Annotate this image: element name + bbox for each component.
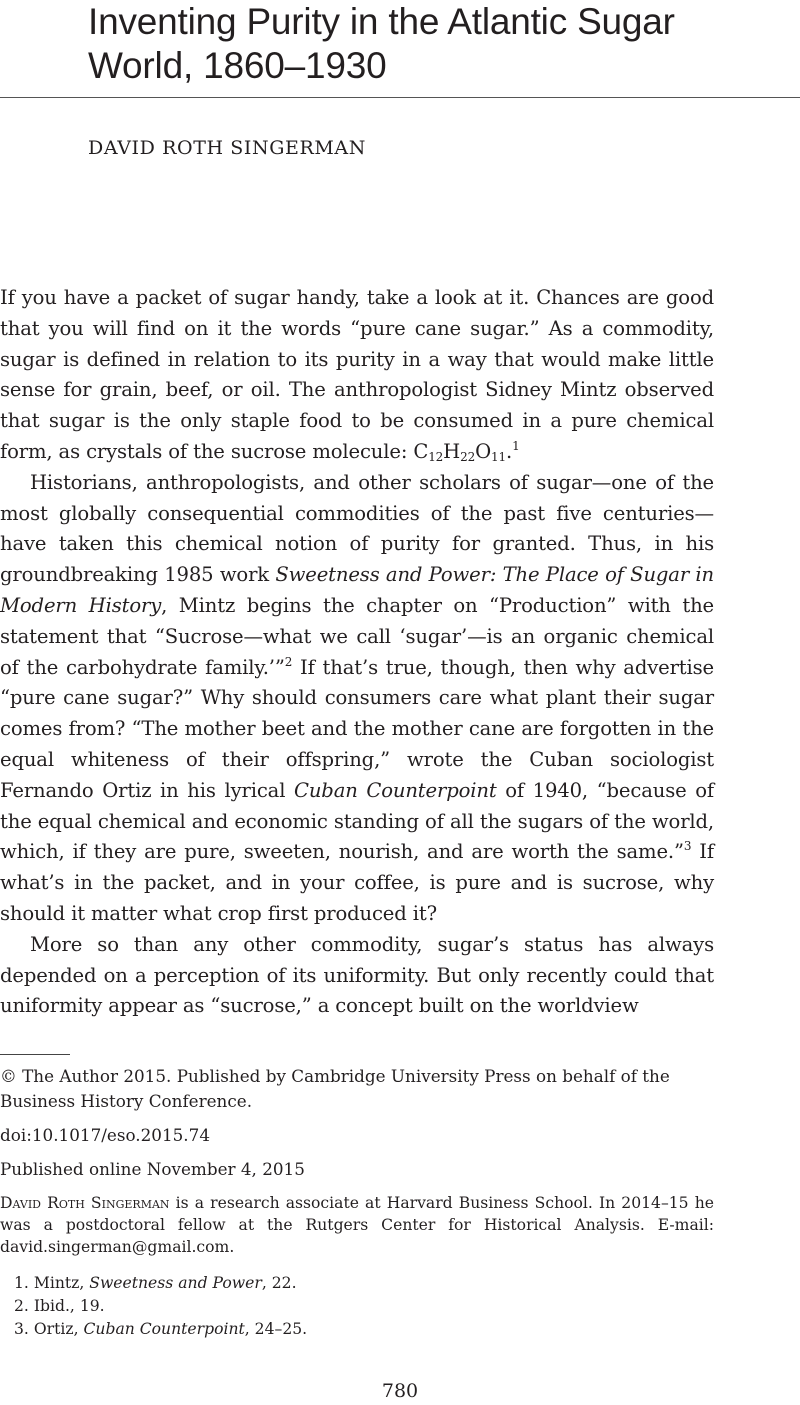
article-title-line-2: World, 1860–1930 <box>88 45 387 86</box>
footnote-book-title: Cuban Counterpoint <box>83 1320 245 1338</box>
footnote-ref-3[interactable]: 3 <box>683 839 692 854</box>
formula-subscript-o: 11 <box>491 449 506 464</box>
author-bio-text: is a research associate at Harvard Business School. In 2014–15 he was a postdoctoral fellow at the Rutgers Center for Historical Analysis. E-mail: david.singerman@gmail.com. <box>0 1194 714 1256</box>
footnote-divider <box>0 1054 70 1055</box>
paragraph-1-end: . <box>506 439 513 463</box>
footnote-3 <box>0 1318 714 1341</box>
footnote-number: 2. <box>14 1297 29 1315</box>
doi[interactable]: doi:10.1017/eso.2015.74 <box>0 1125 210 1145</box>
footnote-text: Mintz, <box>33 1274 90 1292</box>
paragraph-2-text-c: If that’s true, though, then why advertise “pure cane sugar?” Why should consumers care what plant their sugar comes from? “The mother beet and the mother cane are forgotten in the equal whiteness of their offspring,” wrote the Cuban sociologist Fernando Ortiz in his lyrical <box>0 655 714 802</box>
paragraph-2-text-b: , Mintz begins the chapter on “Production” with the statement that “Sucrose—what we call ‘sugar’—is an organic chemical of the carbohydrate family.’” <box>0 593 714 679</box>
publication-date: Published online November 4, 2015 <box>0 1159 305 1179</box>
paragraph-2-text-a: Historians, anthropologists, and other scholars of sugar—one of the most globally consequential commodities of the past five centuries—have taken this chemical notion of purity for granted. Thus, in his groundbreaking 1985 work <box>0 470 714 587</box>
copyright-notice: © The Author 2015. Published by Cambridge University Press on behalf of the Business History Conference. <box>0 1066 670 1111</box>
paragraph-2-text-e: If what’s in the packet, and in your coffee, is pure and is sucrose, why should it matter what crop first produced it? <box>0 840 714 925</box>
formula-subscript-c: 12 <box>428 449 444 464</box>
book-title-sweetness: Sweetness and Power: The Place of Sugar in Modern History <box>0 563 714 617</box>
front-matter-notes <box>0 1064 714 1341</box>
footnote-page: , 24–25. <box>244 1320 308 1338</box>
paragraph-1 <box>0 283 714 468</box>
footnote-book-title: Sweetness and Power <box>89 1274 262 1292</box>
paragraph-2-text-d: of 1940, “because of the equal chemical and economic standing of all the sugars of the world, which, if they are pure, sweeten, nourish, and are worth the same.” <box>0 778 714 864</box>
author-bio <box>0 1192 714 1258</box>
footnotes-list <box>0 1272 714 1341</box>
footnote-text: Ibid., 19. <box>33 1297 105 1315</box>
paragraph-1-text: If you have a packet of sugar handy, take a look at it. Chances are good that you will find on it the words “pure cane sugar.” As a commodity, sugar is defined in relation to its purity in a way that would make little sense for grain, beef, or oil. The anthropologist Sidney Mintz observed that sugar is the only staple food to be consumed in a pure chemical form, as crystals of the sucrose molecule: C <box>0 286 714 463</box>
title-divider <box>0 97 800 98</box>
formula-subscript-h: 22 <box>460 449 476 464</box>
author-name: DAVID ROTH SINGERMAN <box>88 137 366 159</box>
paragraph-3: More so than any other commodity, sugar’s status has always depended on a perception of its uniformity. But only recently could that uniformity appear as “sucrose,” a concept built on the worldview <box>0 932 714 1018</box>
article-body <box>0 283 714 1022</box>
footnote-2 <box>0 1295 714 1318</box>
page-number: 780 <box>381 1380 419 1402</box>
footnote-1 <box>0 1272 714 1295</box>
book-title-cuban: Cuban Counterpoint <box>294 778 497 802</box>
footnote-ref-2[interactable]: 2 <box>284 654 293 669</box>
footnote-number: 1. <box>14 1274 29 1292</box>
footnote-page: , 22. <box>261 1274 297 1292</box>
author-bio-name: David Roth Singerman <box>0 1194 170 1212</box>
article-title-line-1: Inventing Purity in the Atlantic Sugar <box>88 1 675 42</box>
footnote-ref-1[interactable]: 1 <box>512 438 520 453</box>
footnote-number: 3. <box>14 1320 29 1338</box>
footnote-text: Ortiz, <box>33 1320 84 1338</box>
formula-h: H <box>443 439 461 463</box>
formula-o: O <box>475 439 492 463</box>
article-title <box>88 0 788 88</box>
paragraph-2 <box>0 468 714 930</box>
